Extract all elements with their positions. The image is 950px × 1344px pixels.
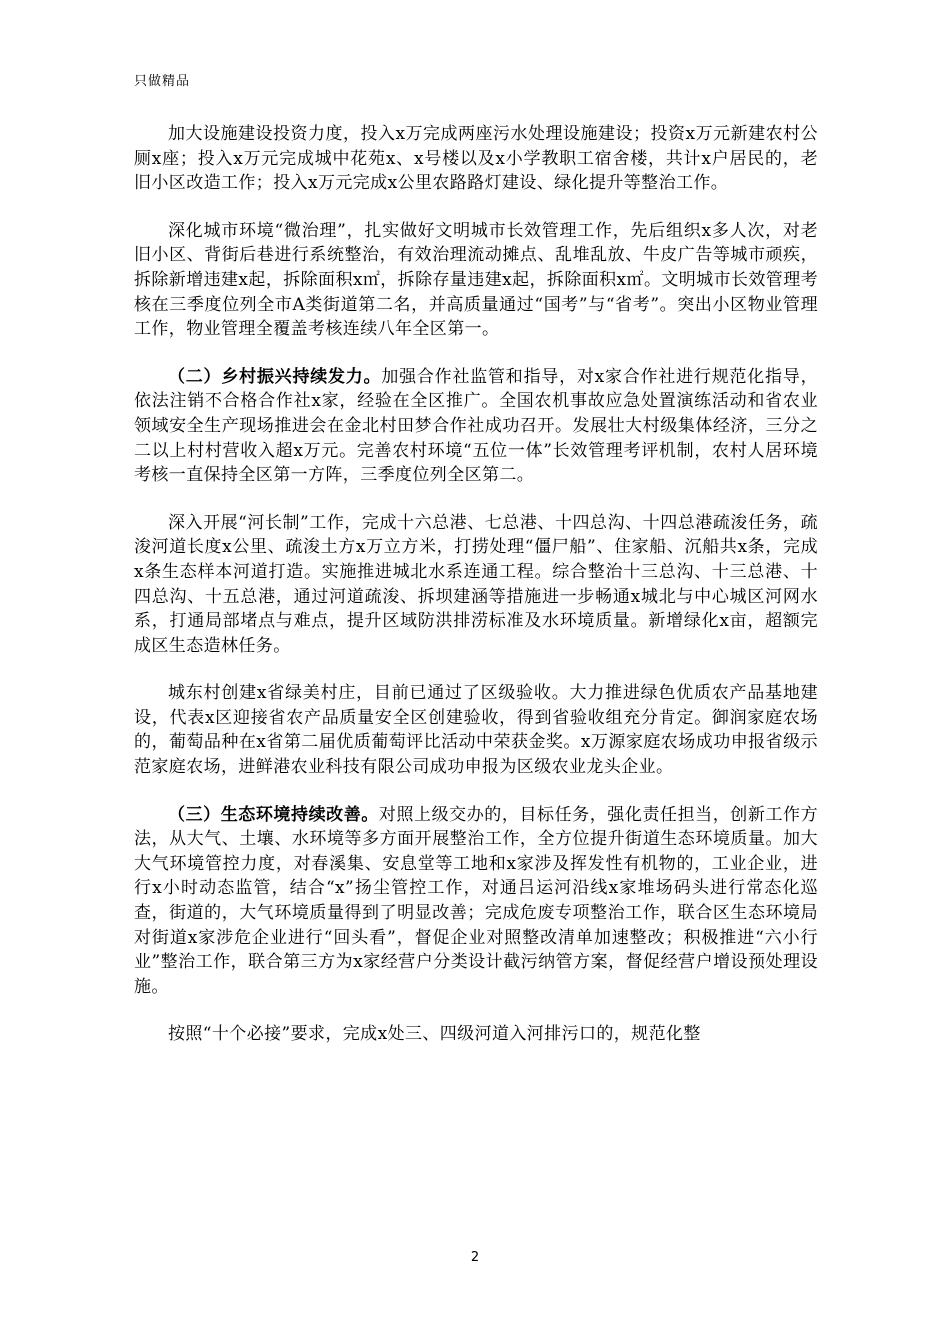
paragraph-text: 加强合作社监管和指导，对x家合作社进行规范化指导，依法注销不合格合作社x家，经验在全区推广。全国农机事故应急处置演练活动和省农业领域安全生产现场推进会在金北村田梦合作社成功召开。发展壮大村级集体经济，三分之二以上村村营收入超x万元。完善农村环境“五位一体”长效管理考评机制，农村人居环境考核一直保持全区第一方阵，三季度位列全区第二。 xyxy=(134,366,818,486)
page-header: 只做精品 xyxy=(134,74,191,89)
paragraph-3 xyxy=(134,365,818,488)
section-heading-ecological-environment: （三）生态环境持续改善。 xyxy=(168,804,379,825)
paragraph-2 xyxy=(134,219,818,342)
paragraph-text: 加大设施建设投资力度，投入x万完成两座污水处理设施建设；投资x万元新建农村公厕x座；投入x万元完成城中花苑x、x号楼以及x小学教职工宿舍楼，共计x户居民的，老旧小区改造工作；投入x万元完成x公里农路路灯建设、绿化提升等整治工作。 xyxy=(134,124,818,194)
document-body xyxy=(134,122,818,1070)
paragraph-text: 对照上级交办的，目标任务，强化责任担当，创新工作方法，从大气、土壤、水环境等多方面开展整治工作，全方位提升街道生态环境质量。加大大气环境管控力度，对春溪集、安息堂等工地和x家涉及挥发性有机物的，工业企业，进行x小时动态监管，结合“x”扬尘管控工作，对通吕运河沿线x家堆场码头进行常态化巡查，街道的，大气环境质量得到了明显改善；完成危废专项整治工作，联合区生态环境局对街道x家涉危企业进行“回头看”，督促企业对照整改清单加速整改；积极推进“六小行业”整治工作，联合第三方为x家经营户分类设计截污纳管方案，督促经营户增设预处理设施。 xyxy=(134,804,818,997)
paragraph-text: 城东村创建x省绿美村庄，目前已通过了区级验收。大力推进绿色优质农产品基地建设，代表x区迎接省农产品质量安全区创建验收，得到省验收组充分肯定。御润家庭农场的，葡萄品种在x省第二届优质葡萄评比活动中荣获金奖。x万源家庭农场成功申报省级示范家庭农场，进鲜港农业科技有限公司成功申报为区级农业龙头企业。 xyxy=(134,683,818,778)
paragraph-1 xyxy=(134,122,818,196)
paragraph-4 xyxy=(134,511,818,659)
paragraph-text: 深入开展“河长制”工作，完成十六总港、七总港、十四总沟、十四总港疏浚任务，疏浚河道长度x公里、疏浚土方x万立方米，打捞处理“僵尸船”、住家船、沉船共x条，完成x条生态样本河道打造。实施推进城北水系连通工程。综合整治十三总沟、十三总港、十四总沟、十五总港，通过河道疏浚、拆坝建涵等措施进一步畅通x城北与中心城区河网水系，打通局部堵点与难点，提升区域防洪排涝标准及水环境质量。新增绿化x亩，超额完成区生态造林任务。 xyxy=(134,512,818,656)
paragraph-7 xyxy=(134,1022,818,1047)
paragraph-text: 按照“十个必接”要求，完成x处三、四级河道入河排污口的，规范化整 xyxy=(168,1024,701,1045)
paragraph-text: 深化城市环境“微治理”，扎实做好文明城市长效管理工作，先后组织x多人次，对老旧小区、背街后巷进行系统整治，有效治理流动摊点、乱堆乱放、牛皮广告等城市顽疾，拆除新增违建x起，拆除面积x㎡，拆除存量违建x起，拆除面积x㎡。文明城市长效管理考核在三季度位列全市A类街道第二名，并高质量通过“国考”与“省考”。突出小区物业管理工作，物业管理全覆盖考核连续八年全区第一。 xyxy=(134,220,818,340)
section-heading-rural-revitalization: （二）乡村振兴持续发力。 xyxy=(168,366,382,387)
page-number: 2 xyxy=(470,1250,480,1265)
paragraph-6 xyxy=(134,803,818,1000)
paragraph-5 xyxy=(134,681,818,779)
